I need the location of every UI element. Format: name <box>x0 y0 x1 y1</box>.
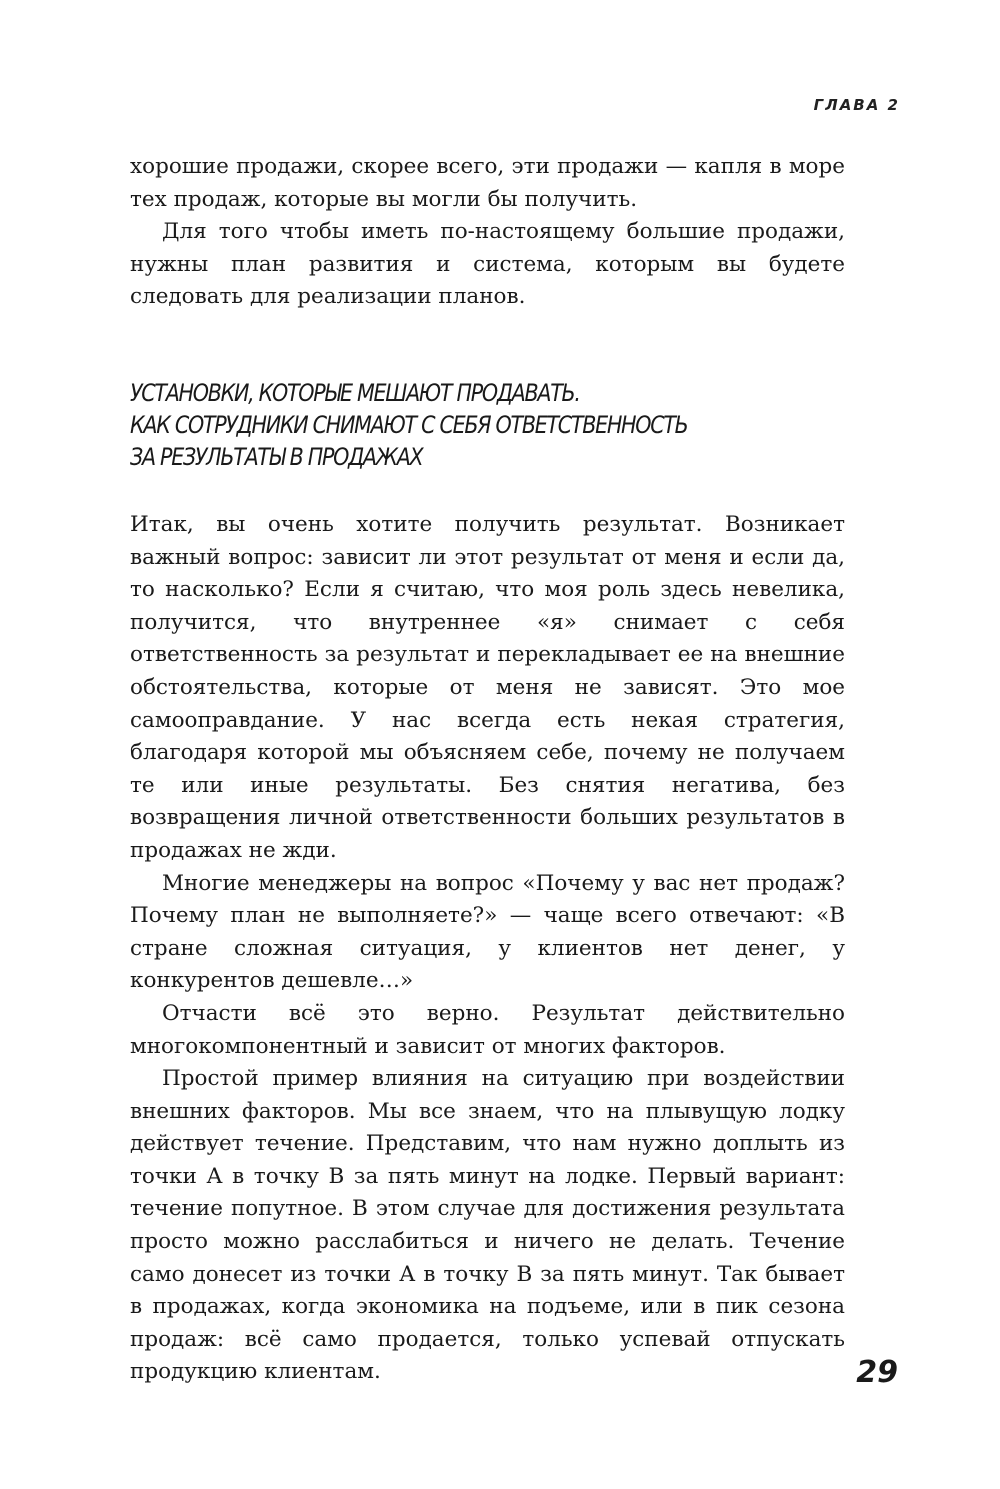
heading-line: УСТАНОВКИ, КОТОРЫЕ МЕШАЮТ ПРОДАВАТЬ. <box>130 379 580 407</box>
paragraph: Отчасти всё это верно. Результат действительно многокомпонентный и зависит от многих факторов. <box>130 1000 845 1059</box>
paragraph: хорошие продажи, скорее всего, эти продажи — капля в море тех продаж, которые вы могли бы получить. <box>130 154 845 212</box>
paragraph: Для того чтобы иметь по-настоящему большие продажи, нужны план развития и система, которым вы будете следовать для реализации планов. <box>130 219 845 310</box>
paragraph: Итак, вы очень хотите получить результат. Возникает важный вопрос: зависит ли этот результат от меня и если да, то насколько? Если я считаю, что моя роль здесь невелика, получится, что внутреннее «я» снимает с себя ответственность за результат и перекладывает ее на внешние обстоятельства, которые от меня не зависят. Это мое самооправдание. У нас всегда есть некая стратегия, благодаря которой мы объясняем себе, почему не получаем те или иные результаты. Без снятия негатива, без возвращения личной ответственности больших результатов в продажах не жди. <box>130 512 845 863</box>
running-head: ГЛАВА 2 <box>813 96 900 114</box>
section-body <box>130 509 845 1389</box>
heading-line: ЗА РЕЗУЛЬТАТЫ В ПРОДАЖАХ <box>130 443 423 471</box>
heading-line: КАК СОТРУДНИКИ СНИМАЮТ С СЕБЯ ОТВЕТСТВЕННОСТЬ <box>130 411 688 439</box>
intro-text <box>130 151 845 314</box>
page-number: 29 <box>856 1355 898 1390</box>
paragraph: Многие менеджеры на вопрос «Почему у вас нет продаж? Почему план не выполняете?» — чаще всего отвечают: «В стране сложная ситуация, у клиентов нет денег, у конкурентов дешевле…» <box>130 870 845 994</box>
paragraph: Простой пример влияния на ситуацию при воздействии внешних факторов. Мы все знаем, что на плывущую лодку действует течение. Представим, что нам нужно доплыть из точки А в точку В за пять минут на лодке. Первый вариант: течение попутное. В этом случае для достижения результата просто можно расслабиться и ничего не делать. Течение само донесет из точки А в точку В за пять минут. Так бывает в продажах, когда экономика на подъеме, или в пик сезона продаж: всё само продается, только успевай отпускать продукцию клиентам. <box>130 1066 845 1385</box>
section-heading <box>130 377 749 473</box>
